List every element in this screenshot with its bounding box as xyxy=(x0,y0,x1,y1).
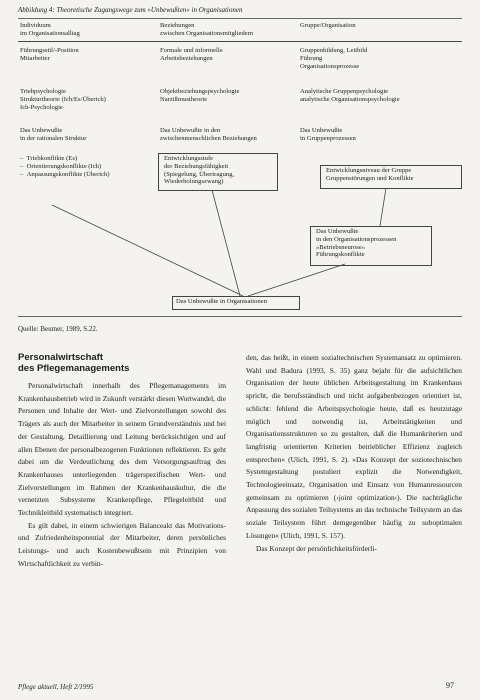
article-title: Personalwirtschaft des Pflegemanagements xyxy=(18,352,130,374)
diagram-connectors xyxy=(0,0,480,320)
figure-bottom-rule xyxy=(18,316,462,317)
row2-left: Triebpsychologie Strukturtheorie (Ich/Es/Überich) Ich-Psychologie xyxy=(20,88,106,111)
connector-bottom-right xyxy=(248,264,345,296)
journal-footer: Pflege aktuell, Heft 2/1995 xyxy=(18,683,94,691)
connector-left xyxy=(52,205,243,296)
left-column xyxy=(18,380,226,571)
page-number: 97 xyxy=(446,681,454,690)
right-column xyxy=(246,352,462,555)
detail-right-text: Entwicklungsniveau der Gruppe Gruppenstörungen und Konflikte xyxy=(326,167,414,182)
row3-right: Das Unbewußte in Gruppenprozessen xyxy=(300,127,356,142)
figure-source: Quelle: Beumer, 1989, S.22. xyxy=(18,325,98,333)
row1-middle: Formale und informelle Arbeitsbeziehungen xyxy=(160,47,223,62)
row1-right: Gruppenbildung, Leitbild Führung Organisationsprozesse xyxy=(300,47,368,70)
left-paragraph-2: Es gilt dabei, in einem schwierigen Balanceakt das Motivations- und Zufriedenheitspotential der Mitarbeiter, deren persönliches Leistungs- und auch Kostenbewußtsein mit Prinzipien von Wirtschaftlichkeit zu verbin- xyxy=(18,520,226,568)
figure-caption: Abbildung 4: Theoretische Zugangswege zum »Unbewußten« in Organisationen xyxy=(18,6,243,14)
row3-left: Das Unbewußte in der rationalen Struktur xyxy=(20,127,87,142)
header-individuum: Individuum im Organisationsalltag xyxy=(20,22,80,37)
detail-left-list: – Triebkonflikte (Es) – Orientierungskonflikte (Ich) – Anpassungskonflikte (Überich) xyxy=(20,155,110,178)
row3-middle: Das Unbewußte in den zwischenmenschlichen Beziehungen xyxy=(160,127,257,142)
left-paragraph-1: Personalwirtschaft innerhalb des Pflegemanagements im Krankenhausbetrieb wird in Zukunft verstärkt diesen Wortwandel, die Personen und Inhalte der Wert- und Zielvorstellungen sowohl des Trägers als auch der Mitarbeiter in seinem Grundverständnis und bei der Gestaltung, Detaillierung und Leitung berücksichtigen und auf allen Ebenen der personalbezogenen Funktionen reflektieren. Es geht dabei um die Verdeutlichung des dem Versorgungsauftrag des Krankenhauses unterliegenden trägerspezifischen Wert- und Zielvorstellungen im Rahmen der Krankenhauskultur, die die vernetzten Subsysteme Krankenpflege, Pflegeleitbild und Technikleitbild systematisch integriert. xyxy=(18,381,226,518)
detail-bottom-right-text: Das Unbewußte in den Organisationsprozessen »Betriebsneurose« Führungskonflikte xyxy=(316,228,397,259)
detail-middle-text: Entwicklungsstufe der Beziehungsfähigkeit (Spiegelung, Übertragung, Wiederholungszwang) xyxy=(164,155,235,186)
result-label: Das Unbewußte in Organisationen xyxy=(176,298,267,305)
connector-right xyxy=(380,188,386,226)
header-beziehungen: Beziehungen zwischen Organisationsmitgliedern xyxy=(160,22,254,37)
row2-right: Analytische Gruppenpsychologie analytische Organisationspsychologie xyxy=(300,88,400,103)
header-gruppe: Gruppe/Organisation xyxy=(300,22,356,29)
row2-middle: Objektbeziehungspsychologie Narzißmustheorie xyxy=(160,88,240,103)
connector-middle xyxy=(212,190,240,296)
right-paragraph-1: den, das heißt, in einem sozialtechnischen Systemansatz zu optimieren. Wahl und Badura (1993, S. 35) ganz bejaht für die aufsichtlichen Organisation der heute üblichen Arbeitsgestaltung im Krankenhaus spricht, die berufsständisch und nicht aufgabenbezogen orientiert ist, schlicht: fehlend die Arbeitspsychologie heute, daß es heutzutage möglich und notwendig ist, Arbeitstätigkeiten und Organisationsstrukturen so zu gestalten, daß die Humankriterien und langfristig orientierten Kriterien betrieblicher Effizienz zugleich entsprechen« (Ulich, 1991, S. 2). »Das Konzept der soziotechnischen Systemgestaltung postuliert explizit die Notwendigkeit, Technologieeinsatz, Organisation und Einsatz von Humanressourcen gemeinsam zu optimieren (›joint optimization‹). Die nachträgliche Anpassung des sozialen Teilsystems an das technische Teilsystem an das soziale Teilsystem führt demgegenüber häufig zu suboptimalen Lösungen« (Ulich, 1991, S. 157). xyxy=(246,353,462,540)
row1-left: Führungsstil/-Position Mitarbeiter xyxy=(20,47,79,62)
right-paragraph-2: Das Konzept der persönlichkeitsförderli- xyxy=(256,543,377,553)
